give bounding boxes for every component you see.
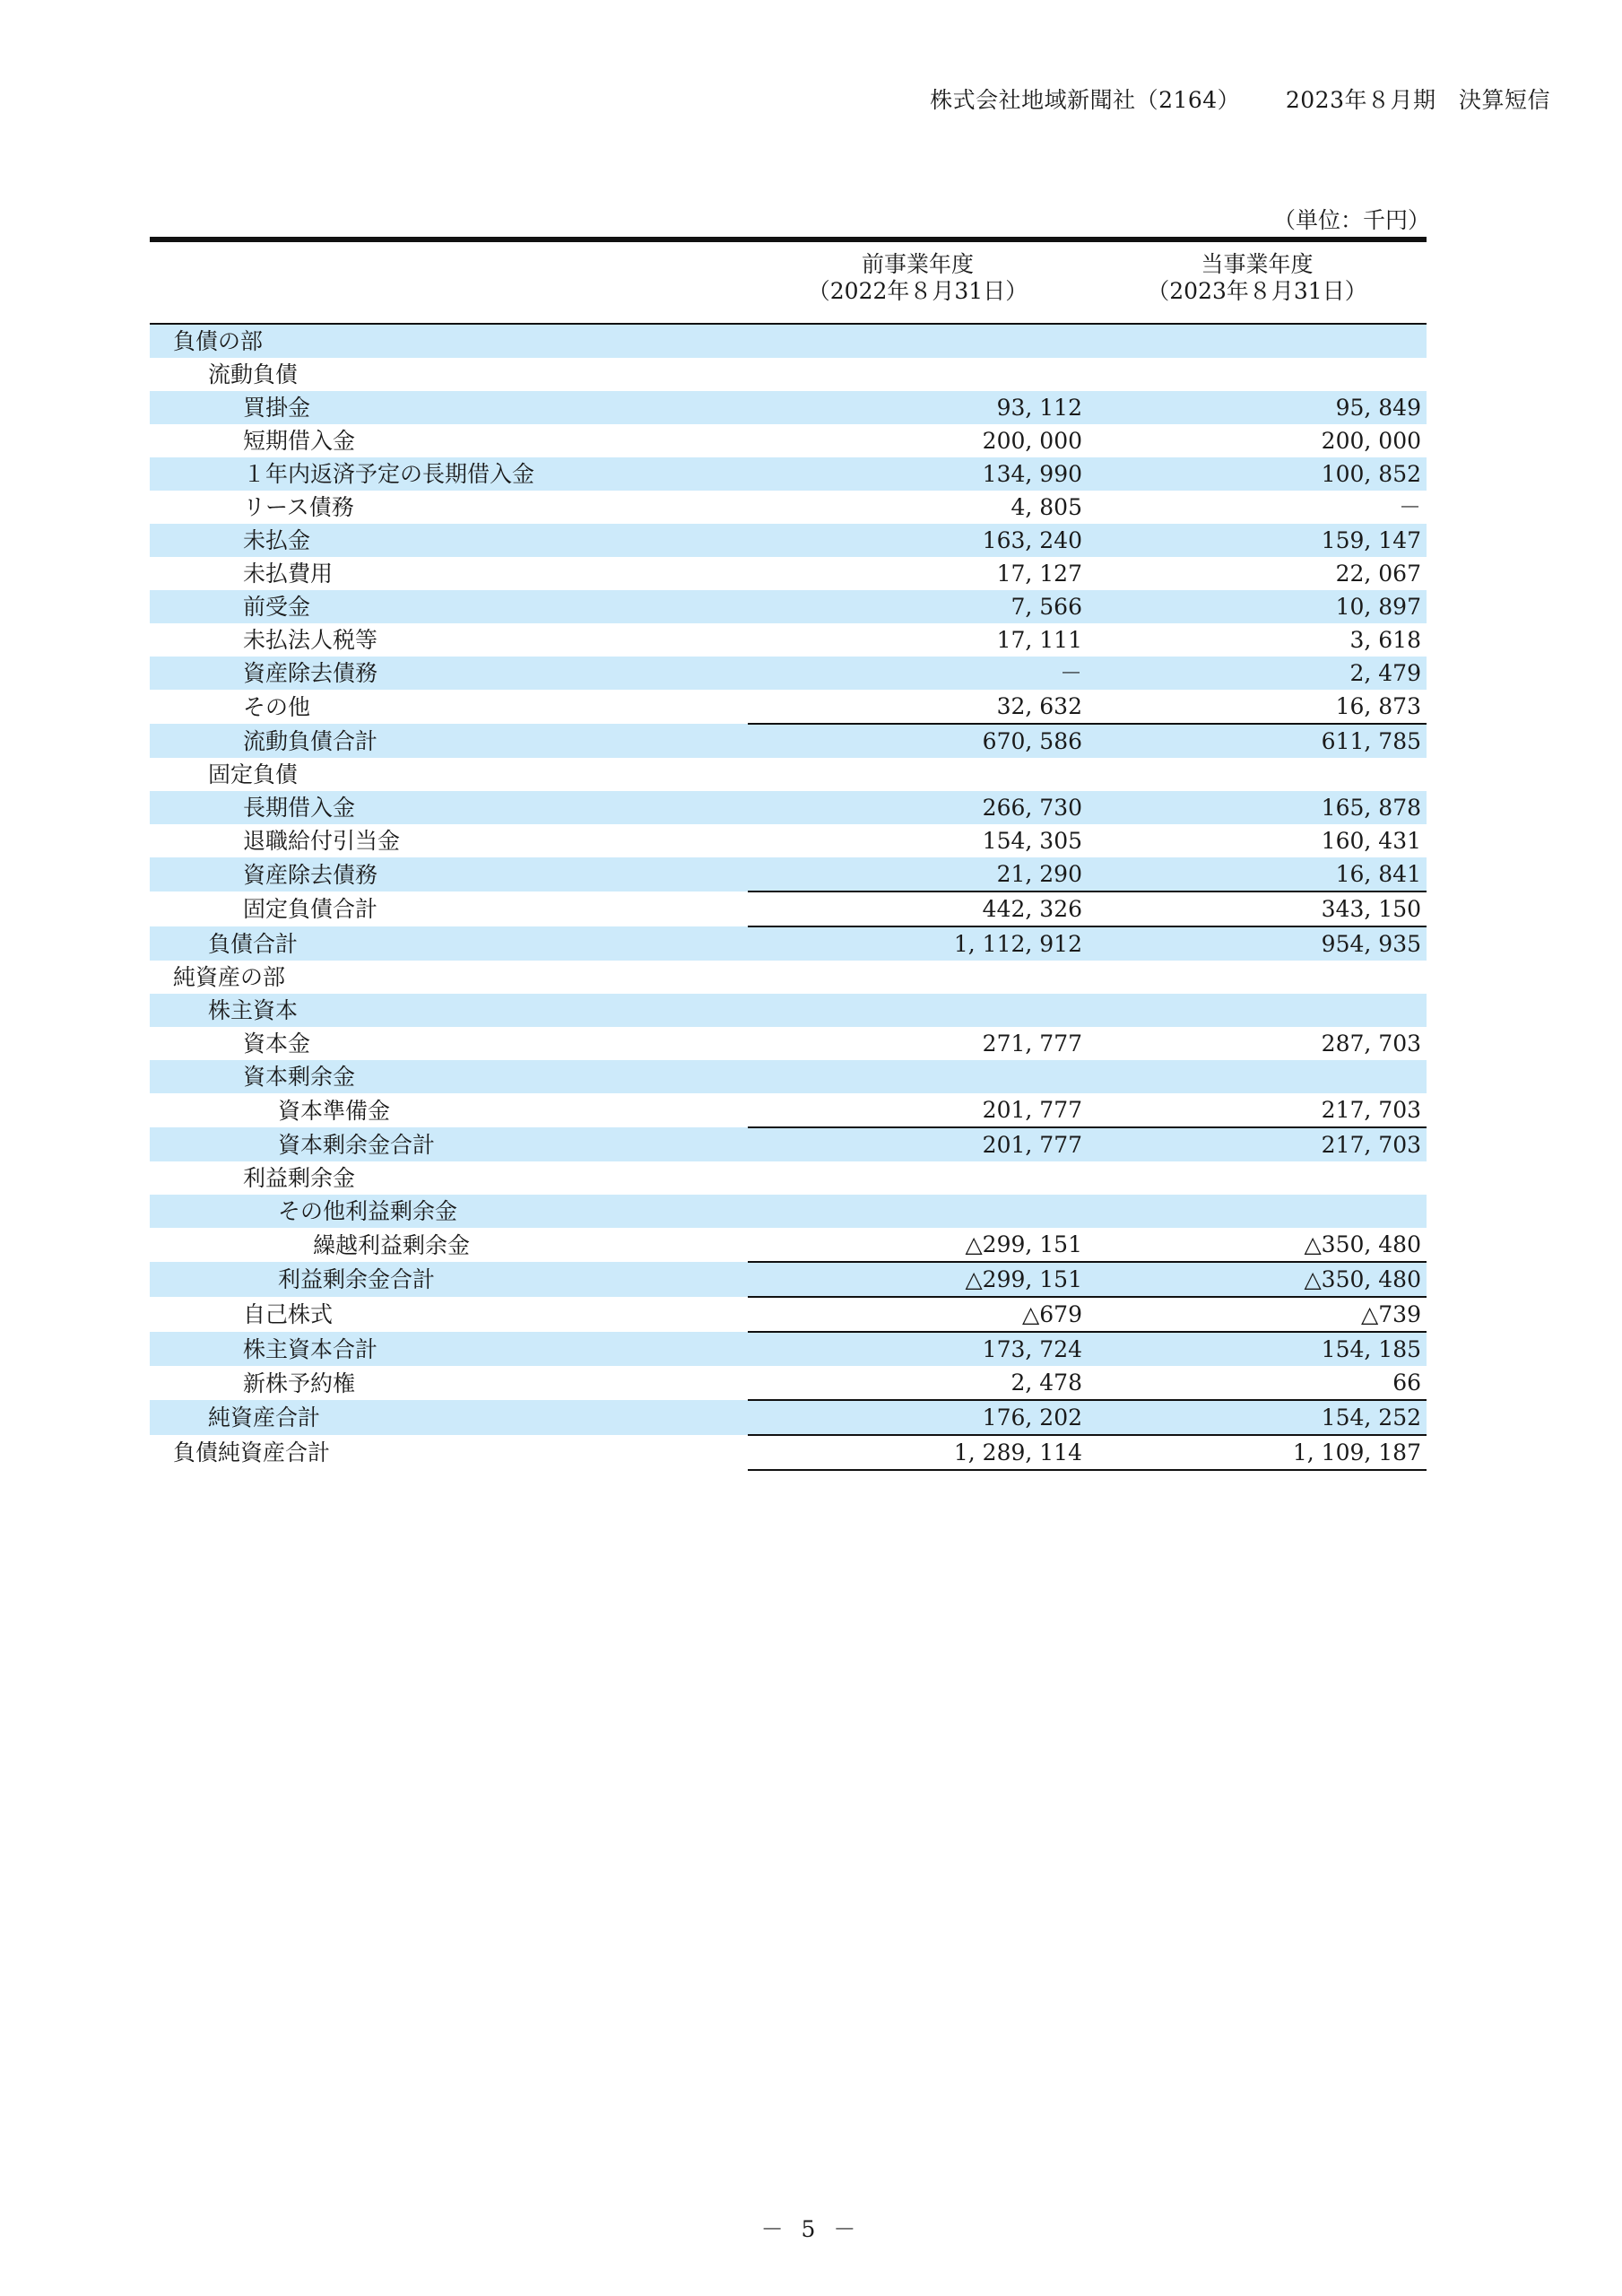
table-row [150,457,1427,491]
table-row [150,657,1427,690]
row-label: 短期借入金 [243,428,356,454]
row-label: 退職給付引当金 [243,828,401,854]
curr-year-value [1088,994,1427,1027]
table-row [150,994,1427,1027]
table-row [150,1060,1427,1093]
prev-year-value: 670, 586 [748,724,1088,758]
table-body [150,324,1427,1470]
row-label: 繰越利益剰余金 [313,1231,471,1258]
row-label: １年内返済予定の長期借入金 [150,457,748,491]
prev-year-value: 200, 000 [982,428,1082,454]
row-label: 資産除去債務 [150,657,748,690]
curr-year-value: 1, 109, 187 [1088,1435,1427,1470]
unit-note: （単位：千円） [1273,207,1431,233]
row-label: 流動負債 [208,361,299,387]
row-label: 新株予約権 [243,1370,356,1396]
curr-year-value [1088,1161,1427,1195]
curr-year-value [1088,358,1427,391]
row-label: 固定負債 [208,761,299,787]
balance-sheet-liabilities [150,237,1427,1471]
prev-year-value: 2, 478 [1010,1370,1082,1396]
table-row [150,824,1427,857]
table-row [150,690,1427,724]
curr-year-value [1088,324,1427,358]
table-row [150,524,1427,557]
curr-year-value: 154, 252 [1088,1400,1427,1435]
prev-year-title: 前事業年度 [861,251,974,277]
row-label: 流動負債合計 [150,724,748,758]
table-header-row [150,239,1427,324]
prev-year-value: △299, 151 [965,1231,1082,1257]
curr-year-value: △350, 480 [1088,1262,1427,1297]
table-row [150,791,1427,824]
prev-year-value: 173, 724 [748,1332,1088,1366]
row-label: 資本剰余金合計 [150,1127,748,1161]
prev-year-value: 163, 240 [748,524,1088,557]
table-row [150,1332,1427,1366]
table-row [150,1262,1427,1297]
prev-year-value: 442, 326 [748,891,1088,926]
row-label: 買掛金 [150,391,748,424]
table-row [150,324,1427,358]
table-row [150,1228,1427,1262]
prev-year-value: △299, 151 [748,1262,1088,1297]
prev-year-value [748,758,1088,791]
header-curr-year [1088,239,1427,324]
row-label: 自己株式 [243,1301,334,1327]
row-label: 株主資本合計 [150,1332,748,1366]
table-row [150,1161,1427,1195]
table-row [150,926,1427,961]
table-row [150,590,1427,623]
prev-year-value: 7, 566 [748,590,1088,623]
table-row [150,391,1427,424]
curr-year-value: 154, 185 [1088,1332,1427,1366]
header-label-cell [150,239,748,324]
row-label: 未払法人税等 [243,627,378,653]
table-row [150,1093,1427,1127]
prev-year-value: 134, 990 [748,457,1088,491]
curr-year-value: 343, 150 [1088,891,1427,926]
curr-year-value [1088,758,1427,791]
curr-year-value: 287, 703 [1321,1031,1421,1057]
row-label: その他 [243,693,311,720]
prev-year-value: 4, 805 [1010,494,1082,520]
prev-year-value: △679 [748,1297,1088,1332]
curr-year-value: 100, 852 [1088,457,1427,491]
liabilities-table [150,237,1427,1471]
row-label: 長期借入金 [150,791,748,824]
table-row [150,1400,1427,1435]
curr-year-value: 10, 897 [1088,590,1427,623]
curr-year-value: 159, 147 [1088,524,1427,557]
row-label: 利益剰余金 [243,1165,356,1191]
curr-year-value: △739 [1088,1297,1427,1332]
company-name: 株式会社地域新聞社（2164） [930,87,1241,113]
table-row [150,1195,1427,1228]
prev-year-value: 201, 777 [982,1097,1082,1123]
table-row [150,491,1427,524]
curr-year-value: 3, 618 [1349,627,1421,653]
prev-year-value: 154, 305 [982,828,1082,854]
row-label: 資本準備金 [278,1097,391,1124]
curr-year-value: 611, 785 [1088,724,1427,758]
row-label: 前受金 [150,590,748,623]
table-row [150,1127,1427,1161]
table-row [150,857,1427,891]
curr-year-value: 22, 067 [1335,561,1421,587]
prev-year-value: 1, 289, 114 [748,1435,1088,1470]
row-label: 資本剰余金 [150,1060,748,1093]
prev-year-value: 266, 730 [748,791,1088,824]
curr-year-title: 当事業年度 [1201,251,1314,277]
prev-year-value: 32, 632 [996,693,1082,719]
curr-year-value: 66 [1392,1370,1421,1396]
table-row [150,1297,1427,1332]
curr-year-value: 165, 878 [1088,791,1427,824]
row-label: その他利益剰余金 [150,1195,748,1228]
document-header [930,83,1550,115]
prev-year-value [748,1060,1088,1093]
prev-year-value [748,994,1088,1027]
table-row [150,758,1427,791]
row-label: 負債合計 [150,926,748,961]
table-row [150,358,1427,391]
page-number: － 5 － [760,2216,862,2242]
table-row [150,961,1427,994]
curr-year-value: 954, 935 [1088,926,1427,961]
row-label: 負債純資産合計 [173,1439,331,1465]
curr-year-value: － [1398,494,1421,520]
table-row [150,1366,1427,1400]
row-label: 純資産合計 [150,1400,748,1435]
row-label: 固定負債合計 [243,896,378,922]
prev-year-value: － [748,657,1088,690]
curr-year-value: 16, 841 [1088,857,1427,891]
curr-year-value: 217, 703 [1321,1097,1421,1123]
prev-year-value [748,324,1088,358]
curr-year-value: 2, 479 [1088,657,1427,690]
prev-year-value: 1, 112, 912 [748,926,1088,961]
curr-year-value [1088,1060,1427,1093]
curr-year-value: 16, 873 [1335,693,1421,719]
row-label: 利益剰余金合計 [150,1262,748,1297]
prev-year-value: 271, 777 [982,1031,1082,1057]
table-row [150,1027,1427,1060]
curr-year-value: 200, 000 [1321,428,1421,454]
prev-year-value: 201, 777 [748,1127,1088,1161]
prev-year-value [748,358,1088,391]
table-row [150,1435,1427,1470]
prev-year-value: 17, 111 [996,627,1082,653]
row-label: 未払費用 [243,561,334,587]
row-label: 株主資本 [150,994,748,1027]
prev-year-value: 176, 202 [748,1400,1088,1435]
curr-year-value [1088,961,1427,994]
row-label: 資本金 [243,1031,311,1057]
curr-year-value: △350, 480 [1304,1231,1421,1257]
curr-year-date: （2023年８月31日） [1147,278,1367,304]
prev-year-value [748,1195,1088,1228]
table-row [150,424,1427,457]
curr-year-value: 95, 849 [1088,391,1427,424]
curr-year-value [1088,1195,1427,1228]
prev-year-value [748,961,1088,994]
report-period: 2023年８月期 決算短信 [1285,87,1550,113]
row-label: リース債務 [243,494,354,520]
row-label: 負債の部 [150,324,748,358]
table-row [150,623,1427,657]
prev-year-value: 21, 290 [748,857,1088,891]
prev-year-value [748,1161,1088,1195]
curr-year-value: 217, 703 [1088,1127,1427,1161]
table-row [150,557,1427,590]
prev-year-value: 93, 112 [748,391,1088,424]
prev-year-date: （2022年８月31日） [807,278,1028,304]
table-row [150,724,1427,758]
row-label: 未払金 [150,524,748,557]
curr-year-value: 160, 431 [1321,828,1421,854]
row-label: 純資産の部 [173,964,286,990]
prev-year-value: 17, 127 [996,561,1082,587]
row-label: 資産除去債務 [150,857,748,891]
header-prev-year [748,239,1088,324]
table-row [150,891,1427,926]
